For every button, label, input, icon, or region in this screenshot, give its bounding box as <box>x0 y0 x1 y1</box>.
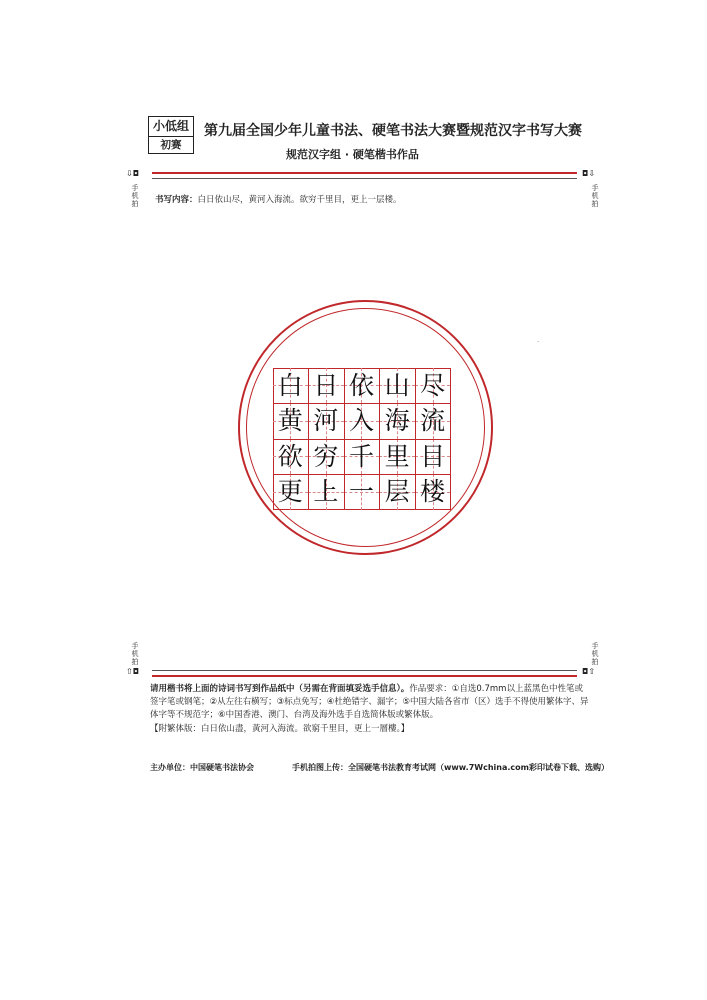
side-label-top-right <box>590 184 600 208</box>
grid-character: 海 <box>384 406 410 435</box>
grid-character: 黄 <box>277 406 303 435</box>
grid-character: 欲 <box>277 441 303 471</box>
grid-character: 层 <box>384 477 410 506</box>
grid-character: 依 <box>348 370 374 400</box>
bottom-black-rule <box>152 670 577 671</box>
camera-icon: ⇩◘ <box>126 169 140 178</box>
side-label-bottom-right <box>590 642 600 666</box>
grid-cell <box>273 368 309 404</box>
grid-cell <box>379 368 415 404</box>
side-char: 机 <box>591 192 599 200</box>
side-char: 拍 <box>591 200 599 208</box>
grid-character: 穷 <box>313 441 339 471</box>
side-char: 机 <box>131 650 139 658</box>
top-red-rule <box>152 172 577 174</box>
small-mark: · <box>537 338 540 346</box>
requirements-lead: 请用楷书将上面的诗词书写到作品纸中（另需在背面填妥选手信息）。 <box>150 684 410 694</box>
grid-cell <box>273 474 309 510</box>
side-char: 拍 <box>131 200 139 208</box>
grid-character: 入 <box>348 406 374 435</box>
grid-cell <box>344 474 380 510</box>
camera-icon: ◘⇩ <box>582 169 596 178</box>
traditional-version: 【附繁体版：白日依山盡，黃河入海流。欲窮千里目，更上一層樓。】 <box>150 724 410 734</box>
requirements-body: 作品要求：①自选0.7mm以上蓝黑色中性笔或签字笔或钢笔；②从左往右横写；③标点免写；④杜绝错字、漏字；⑤中国大陆各省市（区）选手不得使用繁体字、异体字等不规范字；⑥中国香港、澳门、台湾及海外选手自选简体版或繁体版。 <box>150 684 589 720</box>
stage-label: 初赛 <box>160 139 182 151</box>
side-label-top-left <box>130 184 140 208</box>
grid-cell <box>308 403 344 439</box>
grid-character: 一 <box>348 477 374 506</box>
side-char: 拍 <box>591 658 599 666</box>
grid-cell <box>344 439 380 475</box>
group-label: 小低组 <box>149 117 193 137</box>
grid-character: 山 <box>384 370 410 400</box>
grid-character: 里 <box>384 441 410 471</box>
grid-cell <box>308 368 344 404</box>
side-char: 手 <box>591 184 599 192</box>
grid-cell <box>379 403 415 439</box>
side-char: 手 <box>591 642 599 650</box>
grid-cell <box>415 403 451 439</box>
grid-character: 更 <box>277 477 303 506</box>
writing-text: 白日依山尽，黄河入海流。欲穷千里目，更上一层楼。 <box>197 195 402 205</box>
grid-line <box>274 403 450 404</box>
grid-character: 流 <box>420 406 446 435</box>
side-label-bottom-left <box>130 642 140 666</box>
top-black-rule <box>152 178 577 179</box>
grid-character: 白 <box>277 370 303 400</box>
grid-cell <box>379 439 415 475</box>
grid-cell <box>273 403 309 439</box>
grid-character: 上 <box>313 477 339 506</box>
bottom-red-rule <box>152 675 577 677</box>
grid-line <box>274 439 450 440</box>
grid-cell <box>379 474 415 510</box>
side-char: 手 <box>131 184 139 192</box>
side-char: 机 <box>591 650 599 658</box>
upload-text: 手机拍图上传：全国硬笔书法教育考试网（www.7Wchina.com彩印试卷下载、选购） <box>292 763 609 772</box>
side-char: 手 <box>131 642 139 650</box>
grid-cell <box>344 403 380 439</box>
group-badge <box>148 116 194 154</box>
page-subtitle: 规范汉字组 · 硬笔楷书作品 <box>286 148 419 161</box>
grid-line <box>274 474 450 475</box>
grid-character: 河 <box>313 406 339 435</box>
grid-cell <box>308 474 344 510</box>
grid-character: 日 <box>313 370 339 400</box>
grid-cell <box>415 474 451 510</box>
grid-character: 尽 <box>420 370 446 400</box>
grid-cell <box>273 439 309 475</box>
requirements <box>150 683 590 736</box>
page-title: 第九届全国少年儿童书法、硬笔书法大赛暨规范汉字书写大赛 <box>204 123 582 139</box>
grid-character: 楼 <box>420 477 446 506</box>
grid-character: 千 <box>348 441 374 471</box>
side-char: 拍 <box>131 658 139 666</box>
writing-label: 书写内容： <box>155 195 198 205</box>
writing-grid <box>273 368 451 510</box>
grid-character: 目 <box>420 441 446 471</box>
camera-icon: ◘⇧ <box>582 667 596 676</box>
grid-cell <box>415 439 451 475</box>
grid-cell <box>344 368 380 404</box>
side-char: 机 <box>131 192 139 200</box>
writing-content <box>155 193 402 205</box>
camera-icon: ⇧◘ <box>126 667 140 676</box>
grid-cell <box>308 439 344 475</box>
grid-cell <box>415 368 451 404</box>
organizer-text: 主办单位：中国硬笔书法协会 <box>150 763 254 772</box>
